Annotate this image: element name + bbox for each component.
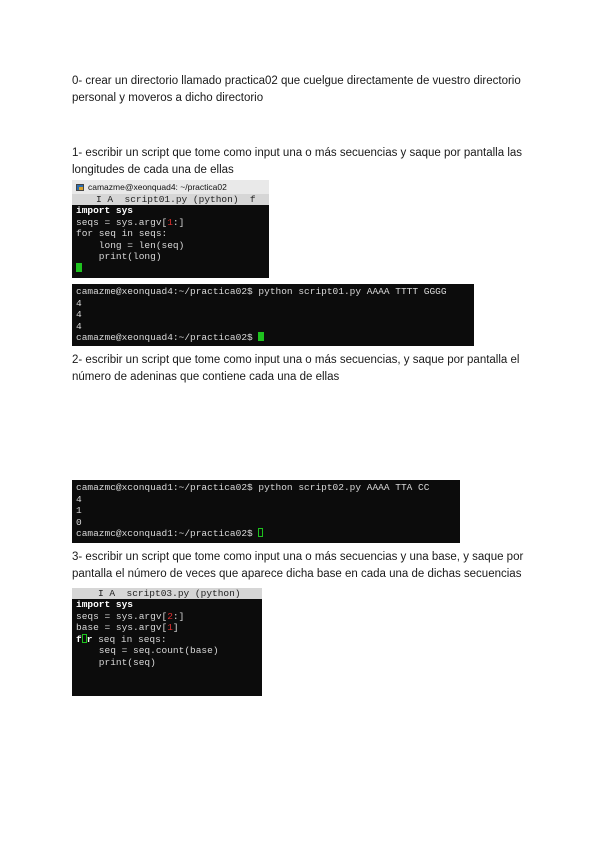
code-line: print(seq) bbox=[76, 656, 156, 668]
editor-tab: I A script03.py (python) bbox=[72, 588, 262, 599]
window-titlebar bbox=[72, 180, 269, 194]
terminal-icon bbox=[76, 183, 84, 191]
code-line: import sys bbox=[76, 205, 134, 216]
cursor bbox=[258, 332, 264, 341]
code-line: base = sys.argv[1] bbox=[76, 622, 179, 634]
code-line: for seq in seqs: bbox=[76, 228, 168, 240]
task-0-text: 0- crear un directorio llamado practica02 que cuelgue directamente de vuestro directorio personal y moveros a dicho directorio bbox=[72, 75, 521, 104]
terminal-output: 4 bbox=[76, 320, 82, 332]
terminal-command: camazmc@xconquad1:~/practica02$ python script02.py AAAA TTA CC bbox=[76, 482, 430, 493]
cursor bbox=[76, 263, 82, 272]
terminal-prompt: camazmc@xconquad1:~/practica02$ bbox=[76, 528, 259, 540]
task-3-text: 3- escribir un script que tome como input una o más secuencias y una base, y saque por pantalla el número de veces que aparece dicha base en cada una de dichas secuencias bbox=[72, 551, 524, 580]
cursor bbox=[258, 528, 263, 537]
window-title: camazme@xeonquad4: ~/practica02 bbox=[88, 182, 227, 192]
editor-tab: I A script01.py (python) f bbox=[72, 194, 269, 205]
editor-screenshot-1 bbox=[72, 180, 269, 278]
code-line: import sys bbox=[76, 599, 134, 610]
code-line: long = len(seq) bbox=[76, 239, 185, 251]
terminal-command: camazme@xeonquad4:~/practica02$ python script01.py AAAA TTTT GGGG bbox=[76, 286, 447, 297]
terminal-output: 1 bbox=[76, 505, 82, 517]
code-line: seq = seq.count(base) bbox=[76, 645, 219, 657]
code-line: print(long) bbox=[76, 251, 162, 263]
task-2-text: 2- escribir un script que tome como input una o más secuencias, y saque por pantalla el número de adeninas que contiene cada una de ellas bbox=[72, 354, 520, 383]
code-line: seqs = sys.argv[1:] bbox=[76, 216, 185, 228]
terminal-screenshot-2 bbox=[72, 480, 460, 543]
task-1-text: 1- escribir un script que tome como input una o más secuencias y saque por pantalla las longitudes de cada una de ellas bbox=[72, 147, 523, 176]
terminal-output: 4 bbox=[76, 493, 82, 505]
terminal-output: 4 bbox=[76, 309, 82, 321]
code-line: f r seq in seqs: bbox=[76, 633, 167, 645]
terminal-prompt: camazme@xeonquad4:~/practica02$ bbox=[76, 332, 259, 344]
editor-screenshot-3 bbox=[72, 588, 262, 696]
terminal-screenshot-1 bbox=[72, 284, 474, 346]
terminal-output: 4 bbox=[76, 297, 82, 309]
terminal-output: 0 bbox=[76, 516, 82, 528]
code-line: seqs = sys.argv[2:] bbox=[76, 610, 185, 622]
